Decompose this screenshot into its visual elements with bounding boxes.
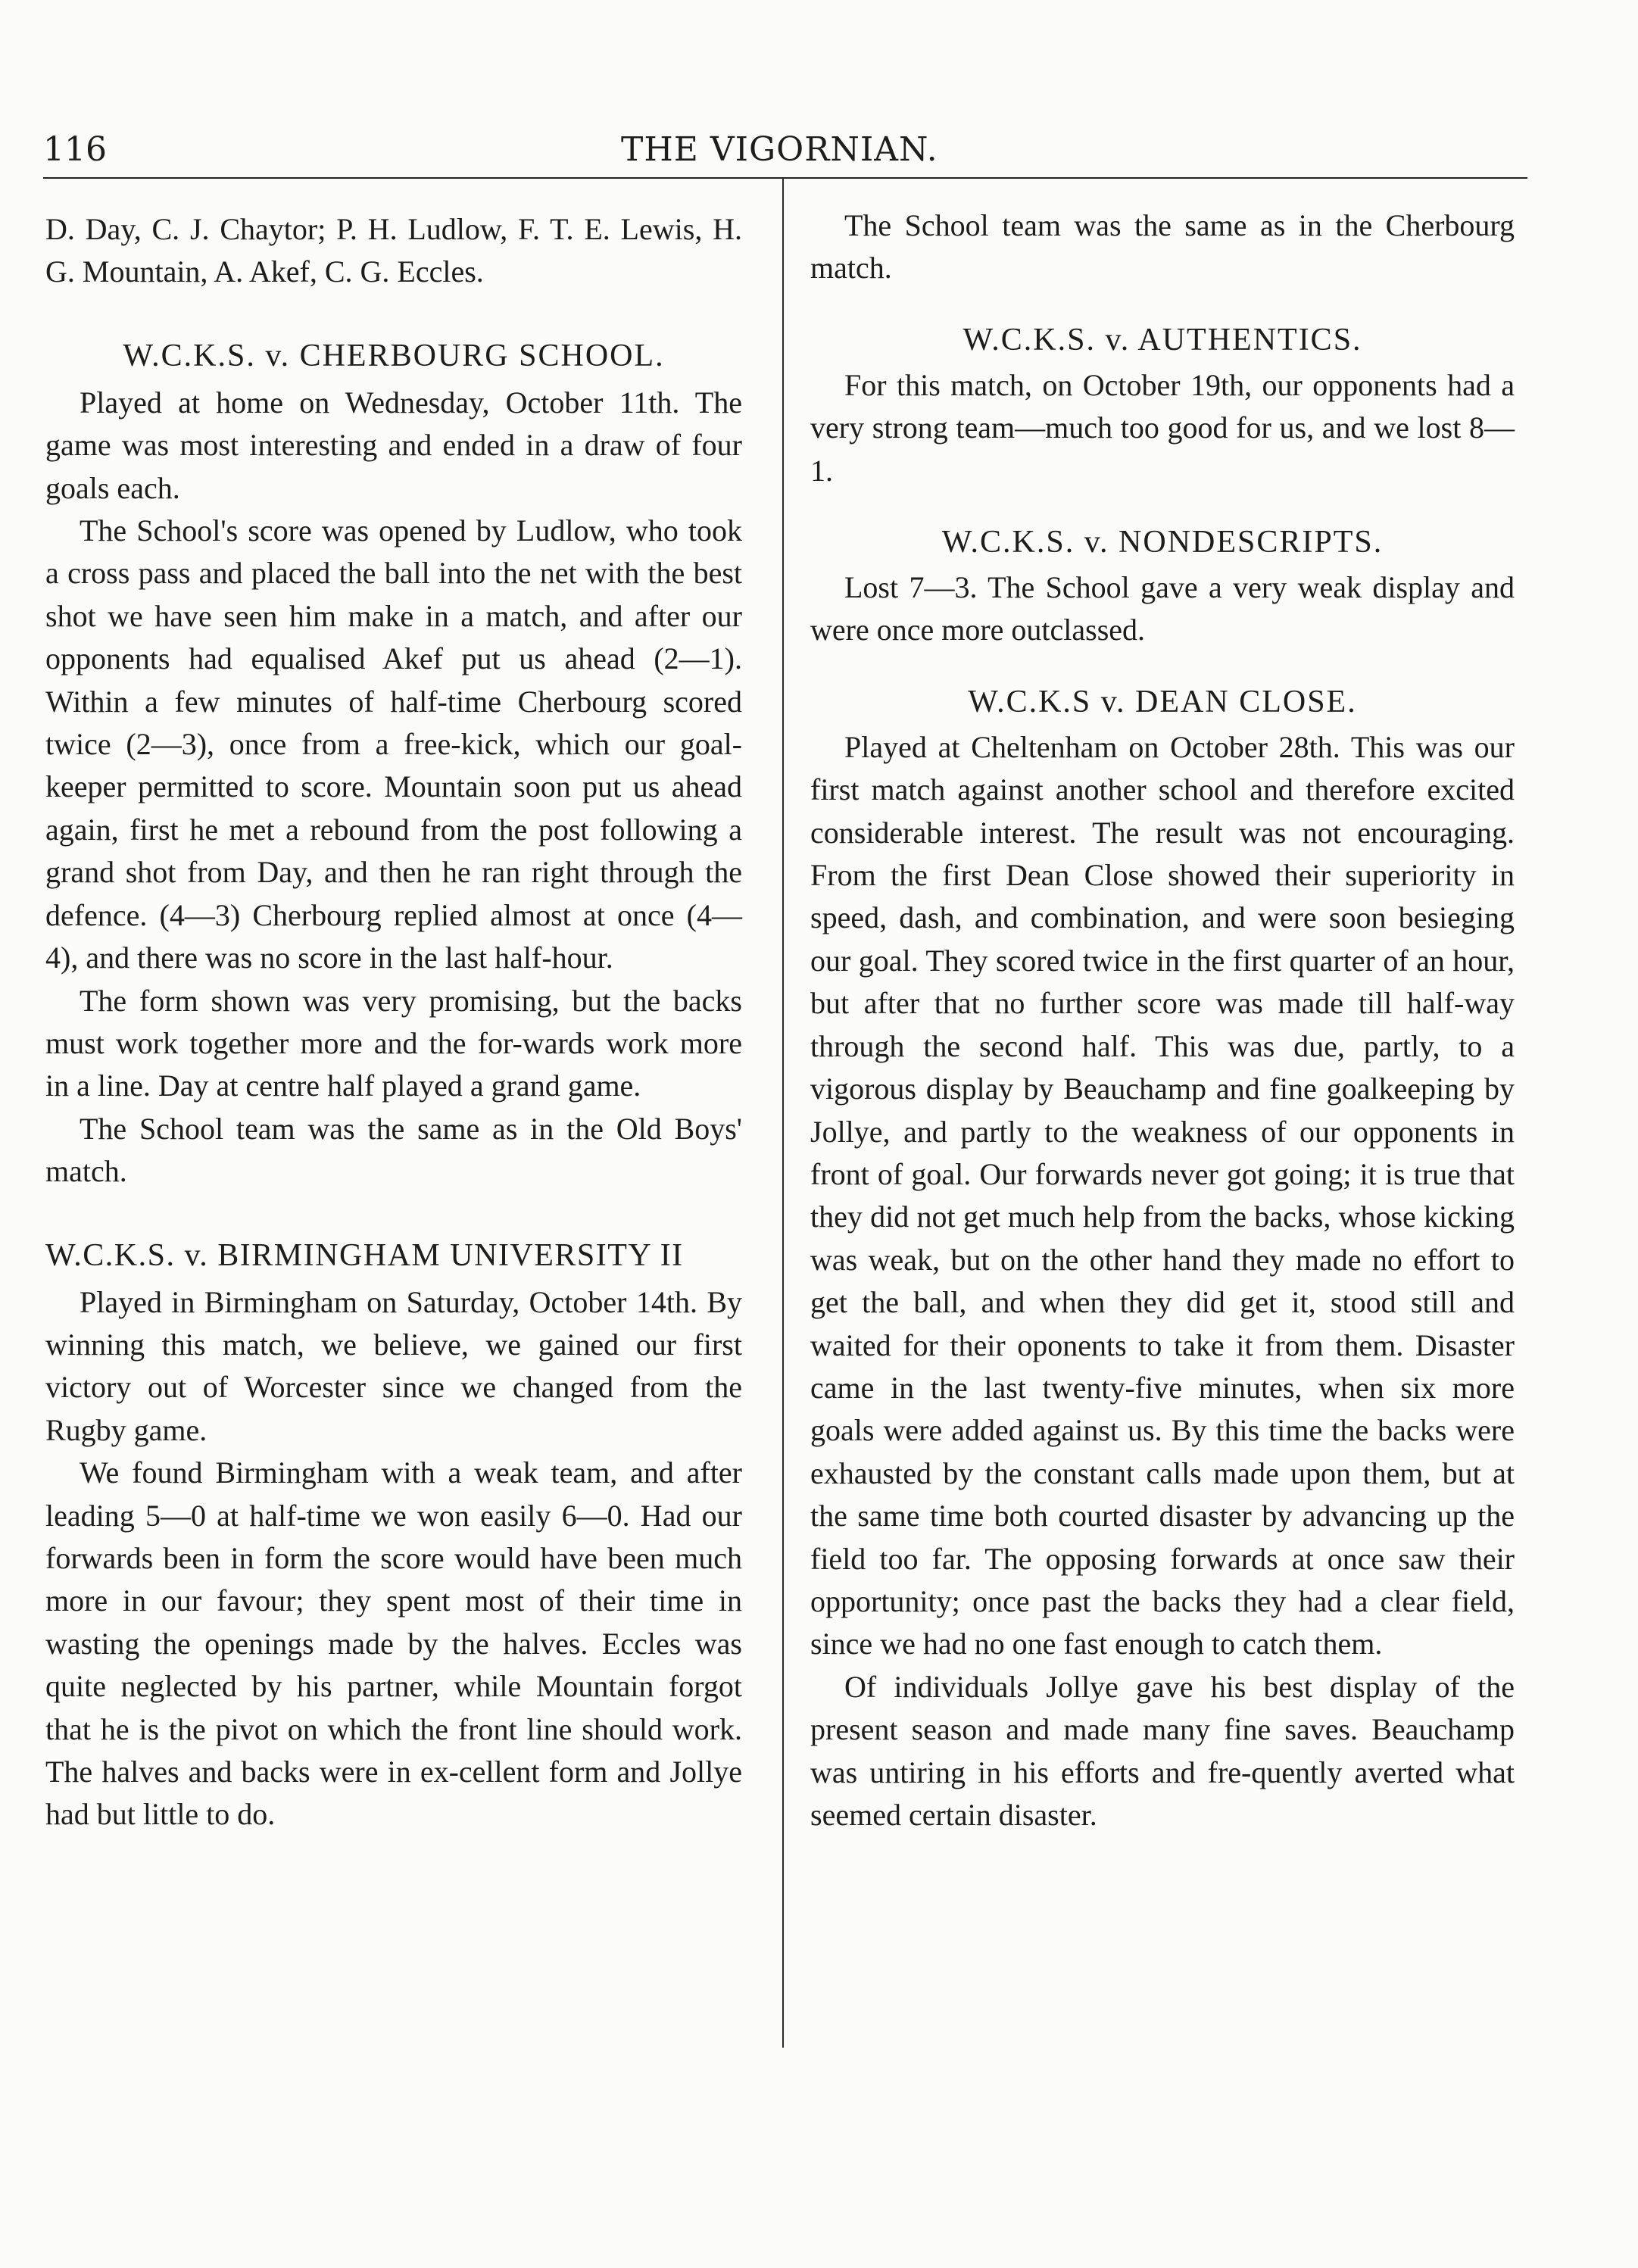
paragraph: Played in Birmingham on Saturday, October 14th. By winning this match, we believe, we gained our first victory out of Worcester since we changed from the Rugby game. [45,1284,742,1447]
paragraph: The School team was the same as in the Cherbourg match. [810,208,1515,285]
spacer [810,290,1515,319]
heading-birmingham: W.C.K.S. v. BIRMINGHAM UNIVERSITY II [45,1237,684,1273]
paragraph: Played at home on Wednesday, October 11th. The game was most interesting and ended in a draw of four goals each. [45,385,742,505]
paragraph: The School's score was opened by Ludlow, who took a cross pass and placed the ball into the net with the best shot we have seen him make in a match, and after our opponents had equalised Akef put us ahead (2—1). Within a few minutes of half-time Cherbourg scored twice (2—3), once from a free-kick, which our goal-keeper permitted to score. Mountain soon put us ahead again, first he met a rebound from the post following a grand shot from Day, and then he ran right through the defence. (4—3) Cherbourg replied almost at once (4—4), and there was no score in the last half-hour. [45,513,742,975]
team-list: D. Day, C. J. Chaytor; P. H. Ludlow, F. T. E. Lewis, H. G. Mountain, A. Akef, C. G. Eccles. [45,212,742,289]
page-number: 116 [43,130,107,169]
paragraph: Of individuals Jollye gave his best display of the present season and made many fine saves. Beauchamp was untiring in his efforts and fre-quently averted what seemed certain disaster. [810,1669,1515,1832]
column-divider [782,177,784,2048]
header-rule [43,177,1527,179]
heading-authentics: W.C.K.S. v. AUTHENTICS. [963,322,1362,357]
paragraph: We found Birmingham with a weak team, and after leading 5—0 at half-time we won easily 6—0. Had our forwards been in form the score would have been much more in our favour; they spent most of their time in wasting the openings made by the halves. Eccles was quite neglected by his partner, while Mountain forgot that he is the pivot on which the front line should work. The halves and backs were in ex-cellent form and Jollye had but little to do. [45,1455,742,1832]
journal-title: THE VIGORNIAN. [621,130,938,169]
paragraph: The form shown was very promising, but the backs must work together more and the for-wards work more in a line. Day at centre half played a grand game. [45,983,742,1103]
paragraph: The School team was the same as in the Old Boys' match. [45,1111,742,1189]
spacer [45,1193,742,1234]
spacer [810,652,1515,681]
heading-cherbourg: W.C.K.S. v. CHERBOURG SCHOOL. [123,338,665,373]
spacer [810,492,1515,521]
left-column [45,208,742,1836]
right-column [810,204,1515,1836]
heading-nondescripts: W.C.K.S. v. NONDESCRIPTS. [941,525,1384,560]
spacer [45,294,742,335]
page-header [0,127,1638,180]
heading-dean-close: W.C.K.S v. DEAN CLOSE. [968,684,1357,719]
paragraph: Lost 7—3. The School gave a very weak display and were once more outclassed. [810,570,1515,647]
paragraph: For this match, on October 19th, our opponents had a very strong team—much too good for us, and we lost 8—1. [810,367,1515,488]
paragraph: Played at Cheltenham on October 28th. This was our first match against another school and therefore excited considerable interest. The result was not encouraging. From the first Dean Close showed their superiority in speed, dash, and combination, and were soon besieging our goal. They scored twice in the first quarter of an hour, but after that no further score was made till half-way through the second half. This was due, partly, to a vigorous display by Beauchamp and fine goalkeeping by Jollye, and partly to the weakness of our opponents in front of goal. Our forwards never got going; it is true that they did not get much help from the backs, whose kicking was weak, but on the other hand they made no effort to get the ball, and when they did get it, stood still and waited for their oponents to take it from them. Disaster came in the last twenty-five minutes, when six more goals were added against us. By this time the backs were exhausted by the constant calls made upon them, but at the same time both courted disaster by advancing up the field too far. The opposing forwards at once saw their opportunity; once past the backs they had a clear field, since we had no one fast enough to catch them. [810,729,1515,1661]
